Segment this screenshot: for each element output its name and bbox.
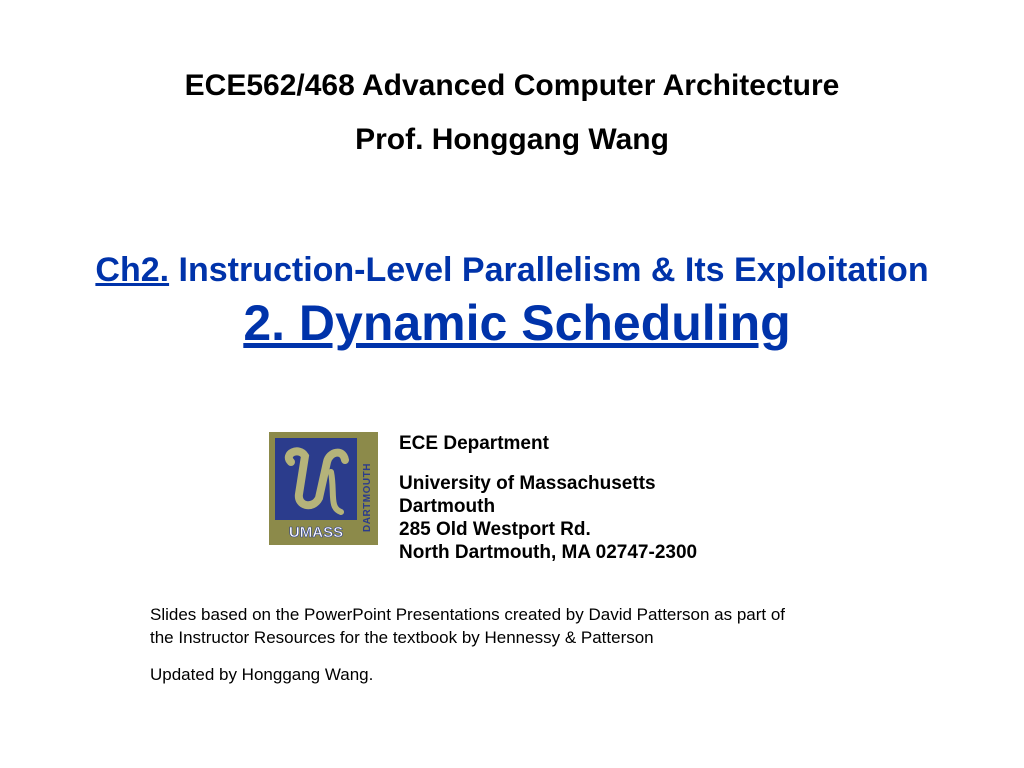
credits bbox=[150, 603, 950, 686]
course-title: ECE562/468 Advanced Computer Architecture bbox=[184, 69, 840, 102]
credits-line: Slides based on the PowerPoint Presentations created by David Patterson as part of bbox=[150, 605, 786, 624]
instructor-name: Prof. Honggang Wang bbox=[355, 123, 669, 156]
updated-note: Updated by Honggang Wang. bbox=[150, 665, 374, 684]
section-link[interactable]: 2. Dynamic Scheduling bbox=[243, 295, 791, 351]
chapter-heading bbox=[0, 248, 1024, 292]
svg-text:DARTMOUTH: DARTMOUTH bbox=[362, 463, 373, 532]
address-line: North Dartmouth, MA 02747-2300 bbox=[399, 542, 698, 563]
section-heading bbox=[0, 292, 1024, 354]
department-address bbox=[399, 432, 799, 564]
credits-line: the Instructor Resources for the textbook by Hennessy & Patterson bbox=[150, 628, 654, 647]
address-line: 285 Old Westport Rd. bbox=[399, 519, 591, 540]
department-name: ECE Department bbox=[399, 433, 549, 454]
svg-text:UMASS: UMASS bbox=[288, 524, 344, 541]
chapter-link[interactable]: Ch2. bbox=[95, 251, 170, 289]
address-line: Dartmouth bbox=[399, 496, 496, 517]
chapter-title: Instruction-Level Parallelism & Its Exploitation bbox=[169, 251, 929, 289]
umass-dartmouth-logo-icon bbox=[269, 432, 378, 545]
address-line: University of Massachusetts bbox=[399, 473, 656, 494]
